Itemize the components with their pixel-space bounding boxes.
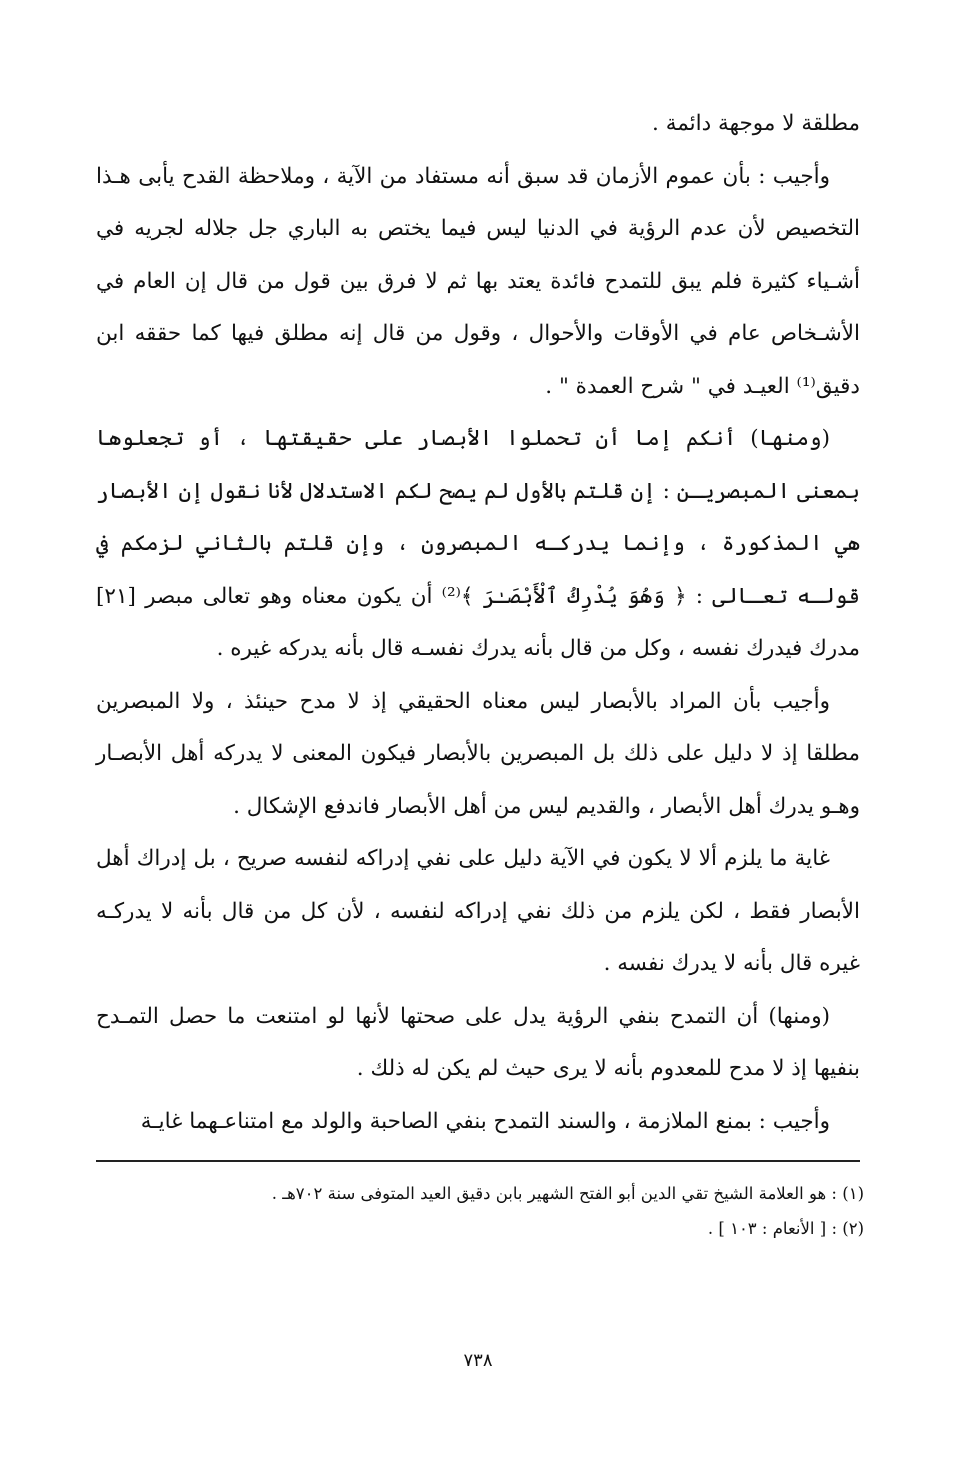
paragraph-objection-2: (ومنها) أن التمدح بنفي الرؤية يدل على صحتها لأنها لو امتنعت ما حصل التمـدح بنفيها إذ لا مدح للمعدوم بأنه لا يرى حيث لم يكن له ذلك . [96, 1003, 860, 1081]
footnote-1: (١) : هو العلامة الشيخ تقي الدين أبو الفتح الشهير بابن دقيق العيد المتوفى سنة ٧٠٢هـ . [271, 1184, 864, 1203]
paragraph-answer-2: وأجيب بأن المراد بالأبصار ليس معناه الحقيقي إذ لا مدح حينئذ ، ولا المبصرين مطلقا إذ لا دليل على ذلك بل المبصرين بالأبصار فيكون المعنى لا يدركه أهل الأبصـار وهـو يدرك أهل الأبصار ، والقديم ليس من أهل الأبصار فاندفع الإشكال . [96, 688, 860, 819]
paragraph-conclusion: غاية ما يلزم ألا لا يكون في الآية دليل على نفي إدراكه لنفسه صريح ، بل إدراك أهل الأبصار فقط ، لكن يلزم من ذلك نفي إدراكه لنفسه ، لأن كل من قال بأنه لا يدركـه غيره قال بأنه لا يدرك نفسه . [96, 846, 860, 976]
paragraph-objection-1: (ومنها) أنكم إما أن تحملوا الأبصار على حقيقتها ، أو تجعلوها بمعنى المبصريـن : إن قلتم بالأول لم يصح لكم الاستدلال لأنا نقول إن الأبصار هي المذكورة ، وإنما يدركـه المبصرون ، وإن قلتم بالثاني لزمكم في قولـه تعـالى : ﴿ وَهُوَ يُدْرِكُ ٱلْأَبْصَـٰرَ ﴾⁽²⁾ أن يكون معناه وهو تعالى مبصر [٢١] مدرك فيدرك نفسه ، وكل من قال بأنه يدرك نفسـه قال بأنه يدركه غيره . [96, 426, 860, 661]
page-number: ٧٣٨ [463, 1350, 493, 1371]
footnote-2: (٢) : [ الأنعام : ١٠٣ ] . [707, 1219, 864, 1238]
footnotes-section [96, 1176, 864, 1246]
paragraph-answer-3: وأجيب : بمنع الملازمة ، والسند التمدح بنفي الصاحبة والولد مع امتناعـهما غايـة [140, 1108, 830, 1134]
paragraph-continuation: مطلقة لا موجهة دائمة . [652, 111, 860, 136]
main-text-block [96, 98, 860, 1148]
footnote-divider [96, 1160, 860, 1162]
paragraph-answer-1: وأجيب : بأن عموم الأزمان قد سبق أنه مستفاد من الآية ، وملاحظة القدح يأبى هـذا التخصيص لأن عدم الرؤية في الدنيا ليس فيما يختص به الباري جل جلاله لجريه في أشـياء كثيرة فلم يبق للتمدح فائدة يعتد بها ثم لا فرق بين قول من قال إن العام في الأشـخاص عام في الأوقات والأحوال ، وقول من قال إنه مطلق فيها كما حققه ابن دقيق⁽¹⁾ العيـد في " شرح العمدة " . [96, 163, 860, 399]
